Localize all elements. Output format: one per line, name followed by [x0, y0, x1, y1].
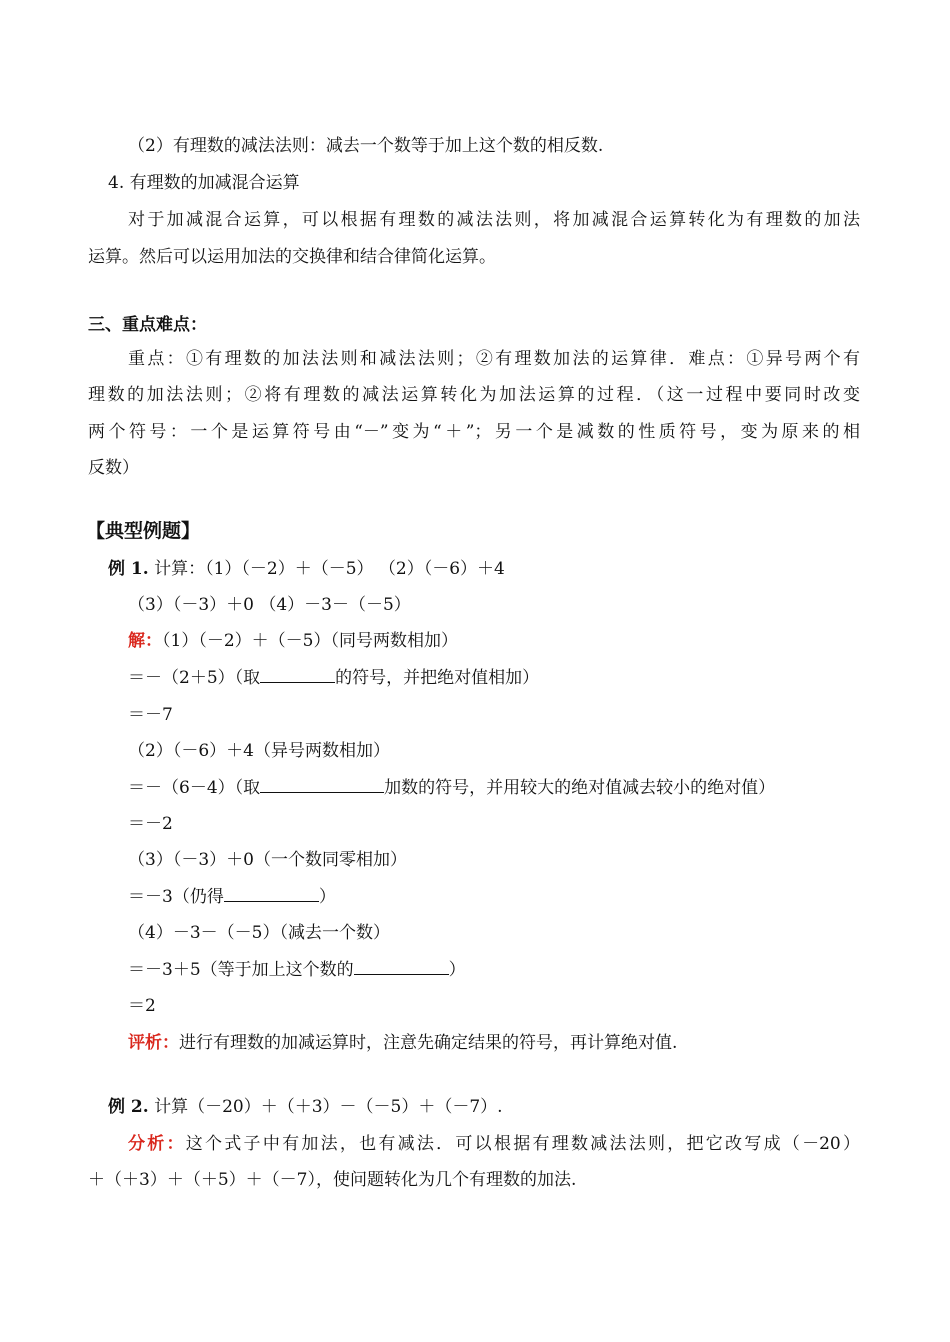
comment-line — [128, 1031, 677, 1055]
solution-line-4: （2）（－6）＋4（异号两数相加） — [128, 741, 390, 761]
example1-label: 例 1. — [108, 559, 149, 579]
solution-step-2a: ＝－（2＋5）（取 — [128, 668, 261, 688]
item4-para-line-2: 运算。然后可以运用加法的交换律和结合律简化运算。 — [88, 247, 496, 267]
solution-line-9: （4）－3－（－5）（减去一个数） — [128, 923, 390, 943]
fill-blank[interactable] — [354, 958, 449, 975]
solution-line-7: （3）（－3）＋0（一个数同零相加） — [128, 850, 407, 870]
example1-question-text: 计算：（1）（－2）＋（－5） （2）（－6）＋4 — [154, 559, 505, 579]
fill-blank[interactable] — [260, 776, 384, 793]
section3-para-line-3: 两个符号：一个是运算符号由“－”变为“＋”；另一个是减数的性质符号，变为原来的相 — [88, 422, 860, 442]
analysis-line-1 — [128, 1132, 860, 1156]
section3-para-line-2: 理数的加法法则；②将有理数的减法运算转化为加法运算的过程．（这一过程中要同时改变 — [88, 385, 860, 405]
solution-line-3: ＝－7 — [128, 705, 173, 725]
example1-question-line-2: （3）（－3）＋0 （4）－3－（－5） — [128, 595, 411, 615]
solution-line-10 — [128, 958, 466, 982]
fill-blank[interactable] — [260, 666, 335, 683]
solution-step-5a: ＝－（6－4）（取 — [128, 778, 261, 798]
analysis-line-2: ＋（＋3）＋（＋5）＋（－7），使问题转化为几个有理数的加法. — [88, 1170, 577, 1190]
solution-step-5b: 加数的符号，并用较大的绝对值减去较小的绝对值） — [384, 778, 776, 798]
solution-step-10a: ＝－3＋5（等于加上这个数的 — [128, 960, 354, 980]
analysis-text-1: 这个式子中有加法，也有减法．可以根据有理数减法法则，把它改写成（－20） — [185, 1134, 860, 1154]
section3-para-line-4: 反数） — [88, 458, 139, 478]
solution-step-1: （1）（－2）＋（－5）（同号两数相加） — [162, 631, 458, 651]
solution-step-10b: ） — [448, 960, 466, 980]
analysis-label: 分析： — [128, 1134, 186, 1154]
example2-question-text: 计算（－20）＋（＋3）－（－5）＋（－7）. — [154, 1097, 503, 1117]
solution-line-6: ＝－2 — [128, 814, 173, 834]
fill-blank[interactable] — [224, 885, 319, 902]
item4-para-line-1: 对于加减混合运算，可以根据有理数的减法法则，将加减混合运算转化为有理数的加法 — [128, 210, 860, 230]
example2-label: 例 2. — [108, 1097, 149, 1117]
solution-line-5 — [128, 776, 775, 800]
solution-line-2 — [128, 666, 539, 690]
example2-question — [108, 1095, 503, 1119]
solution-label: 解： — [128, 631, 162, 651]
comment-text: 进行有理数的加减运算时，注意先确定结果的符号，再计算绝对值. — [179, 1033, 678, 1053]
item4-title: 4. 有理数的加减混合运算 — [108, 173, 300, 193]
section3-para-line-1: 重点：①有理数的加法法则和减法法则；②有理数加法的运算律．难点：①异号两个有 — [128, 349, 860, 369]
solution-line-11: ＝2 — [128, 996, 156, 1016]
comment-label: 评析： — [128, 1033, 179, 1053]
solution-line-8 — [128, 885, 336, 909]
solution-step-8b: ） — [318, 887, 336, 907]
subtraction-rule: （2）有理数的减法法则：减去一个数等于加上这个数的相反数. — [128, 136, 604, 156]
solution-step-2b: 的符号，并把绝对值相加） — [335, 668, 540, 688]
section3-title: 三、重点难点： — [88, 315, 207, 335]
example1-question — [108, 557, 505, 581]
examples-title: 【典型例题】 — [86, 520, 201, 542]
solution-step-8a: ＝－3（仍得 — [128, 887, 224, 907]
solution-line-1 — [128, 629, 458, 653]
